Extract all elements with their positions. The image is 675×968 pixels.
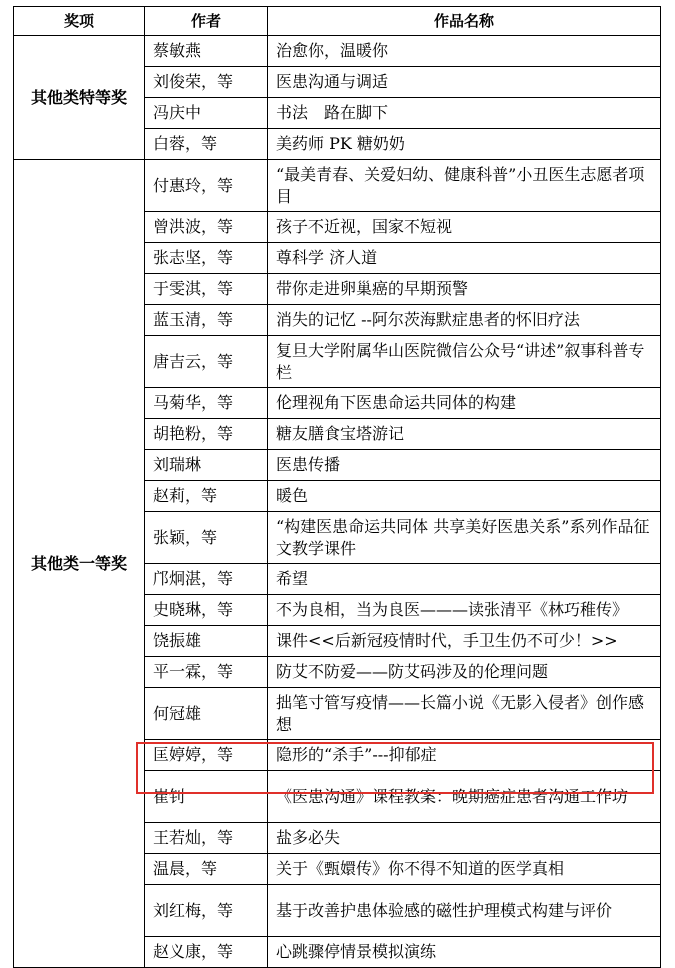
author-cell: 邝炯湛，等 (145, 564, 268, 595)
author-cell: 崔钊 (145, 771, 268, 823)
header-award: 奖项 (14, 7, 145, 36)
author-cell: 赵莉，等 (145, 481, 268, 512)
work-cell: 糖友膳食宝塔游记 (268, 419, 661, 450)
work-cell: 不为良相，当为良医———读张清平《林巧稚传》 (268, 595, 661, 626)
author-cell: 张颖，等 (145, 512, 268, 564)
work-cell: 暖色 (268, 481, 661, 512)
work-cell: 基于改善护患体验感的磁性护理模式构建与评价 (268, 885, 661, 937)
author-cell: 匡婷婷，等 (145, 740, 268, 771)
work-cell: 防艾不防爱——防艾码涉及的伦理问题 (268, 657, 661, 688)
work-cell: 盐多必失 (268, 823, 661, 854)
author-cell: 史晓琳，等 (145, 595, 268, 626)
award-cell-first: 其他类一等奖 (14, 160, 145, 968)
work-cell: 课件<<后新冠疫情时代，手卫生仍不可少！>> (268, 626, 661, 657)
work-cell: 尊科学 济人道 (268, 243, 661, 274)
work-cell: “最美青春、关爱妇幼、健康科普”小丑医生志愿者项目 (268, 160, 661, 212)
work-cell: 医患传播 (268, 450, 661, 481)
author-cell: 何冠雄 (145, 688, 268, 740)
author-cell: 唐吉云，等 (145, 336, 268, 388)
author-cell: 马菊华，等 (145, 388, 268, 419)
author-cell: 付惠玲，等 (145, 160, 268, 212)
author-cell: 刘瑞琳 (145, 450, 268, 481)
work-cell: 复旦大学附属华山医院微信公众号“讲述”叙事科普专栏 (268, 336, 661, 388)
table-row (14, 36, 661, 67)
header-row (14, 7, 661, 36)
author-cell: 刘俊荣，等 (145, 67, 268, 98)
work-cell: 孩子不近视，国家不短视 (268, 212, 661, 243)
work-cell: 关于《甄嬛传》你不得不知道的医学真相 (268, 854, 661, 885)
author-cell: 曾洪波，等 (145, 212, 268, 243)
author-cell: 王若灿，等 (145, 823, 268, 854)
header-work: 作品名称 (268, 7, 661, 36)
work-cell: “构建医患命运共同体 共享美好医患关系”系列作品征文教学课件 (268, 512, 661, 564)
author-cell: 胡艳粉，等 (145, 419, 268, 450)
work-cell: 伦理视角下医患命运共同体的构建 (268, 388, 661, 419)
author-cell: 张志坚，等 (145, 243, 268, 274)
author-cell: 于雯淇，等 (145, 274, 268, 305)
author-cell: 赵义康，等 (145, 937, 268, 968)
work-cell: 心跳骤停情景模拟演练 (268, 937, 661, 968)
author-cell: 饶振雄 (145, 626, 268, 657)
table-row (14, 160, 661, 212)
award-cell-special: 其他类特等奖 (14, 36, 145, 160)
work-cell: 带你走进卵巢癌的早期预警 (268, 274, 661, 305)
author-cell: 刘红梅，等 (145, 885, 268, 937)
work-cell: 拙笔寸管写疫情——长篇小说《无影入侵者》创作感想 (268, 688, 661, 740)
author-cell: 温晨，等 (145, 854, 268, 885)
work-cell: 治愈你，温暖你 (268, 36, 661, 67)
work-cell: 《医患沟通》课程教案：晚期癌症患者沟通工作坊 (268, 771, 661, 823)
author-cell: 蓝玉清，等 (145, 305, 268, 336)
work-cell: 希望 (268, 564, 661, 595)
work-cell: 消失的记忆 --阿尔茨海默症患者的怀旧疗法 (268, 305, 661, 336)
work-cell: 医患沟通与调适 (268, 67, 661, 98)
work-cell: 书法 路在脚下 (268, 98, 661, 129)
author-cell: 白蓉，等 (145, 129, 268, 160)
work-cell: 美药师 PK 糖奶奶 (268, 129, 661, 160)
author-cell: 蔡敏燕 (145, 36, 268, 67)
header-author: 作者 (145, 7, 268, 36)
work-cell: 隐形的“杀手”---抑郁症 (268, 740, 661, 771)
author-cell: 冯庆中 (145, 98, 268, 129)
awards-table (13, 6, 661, 968)
author-cell: 平一霖，等 (145, 657, 268, 688)
